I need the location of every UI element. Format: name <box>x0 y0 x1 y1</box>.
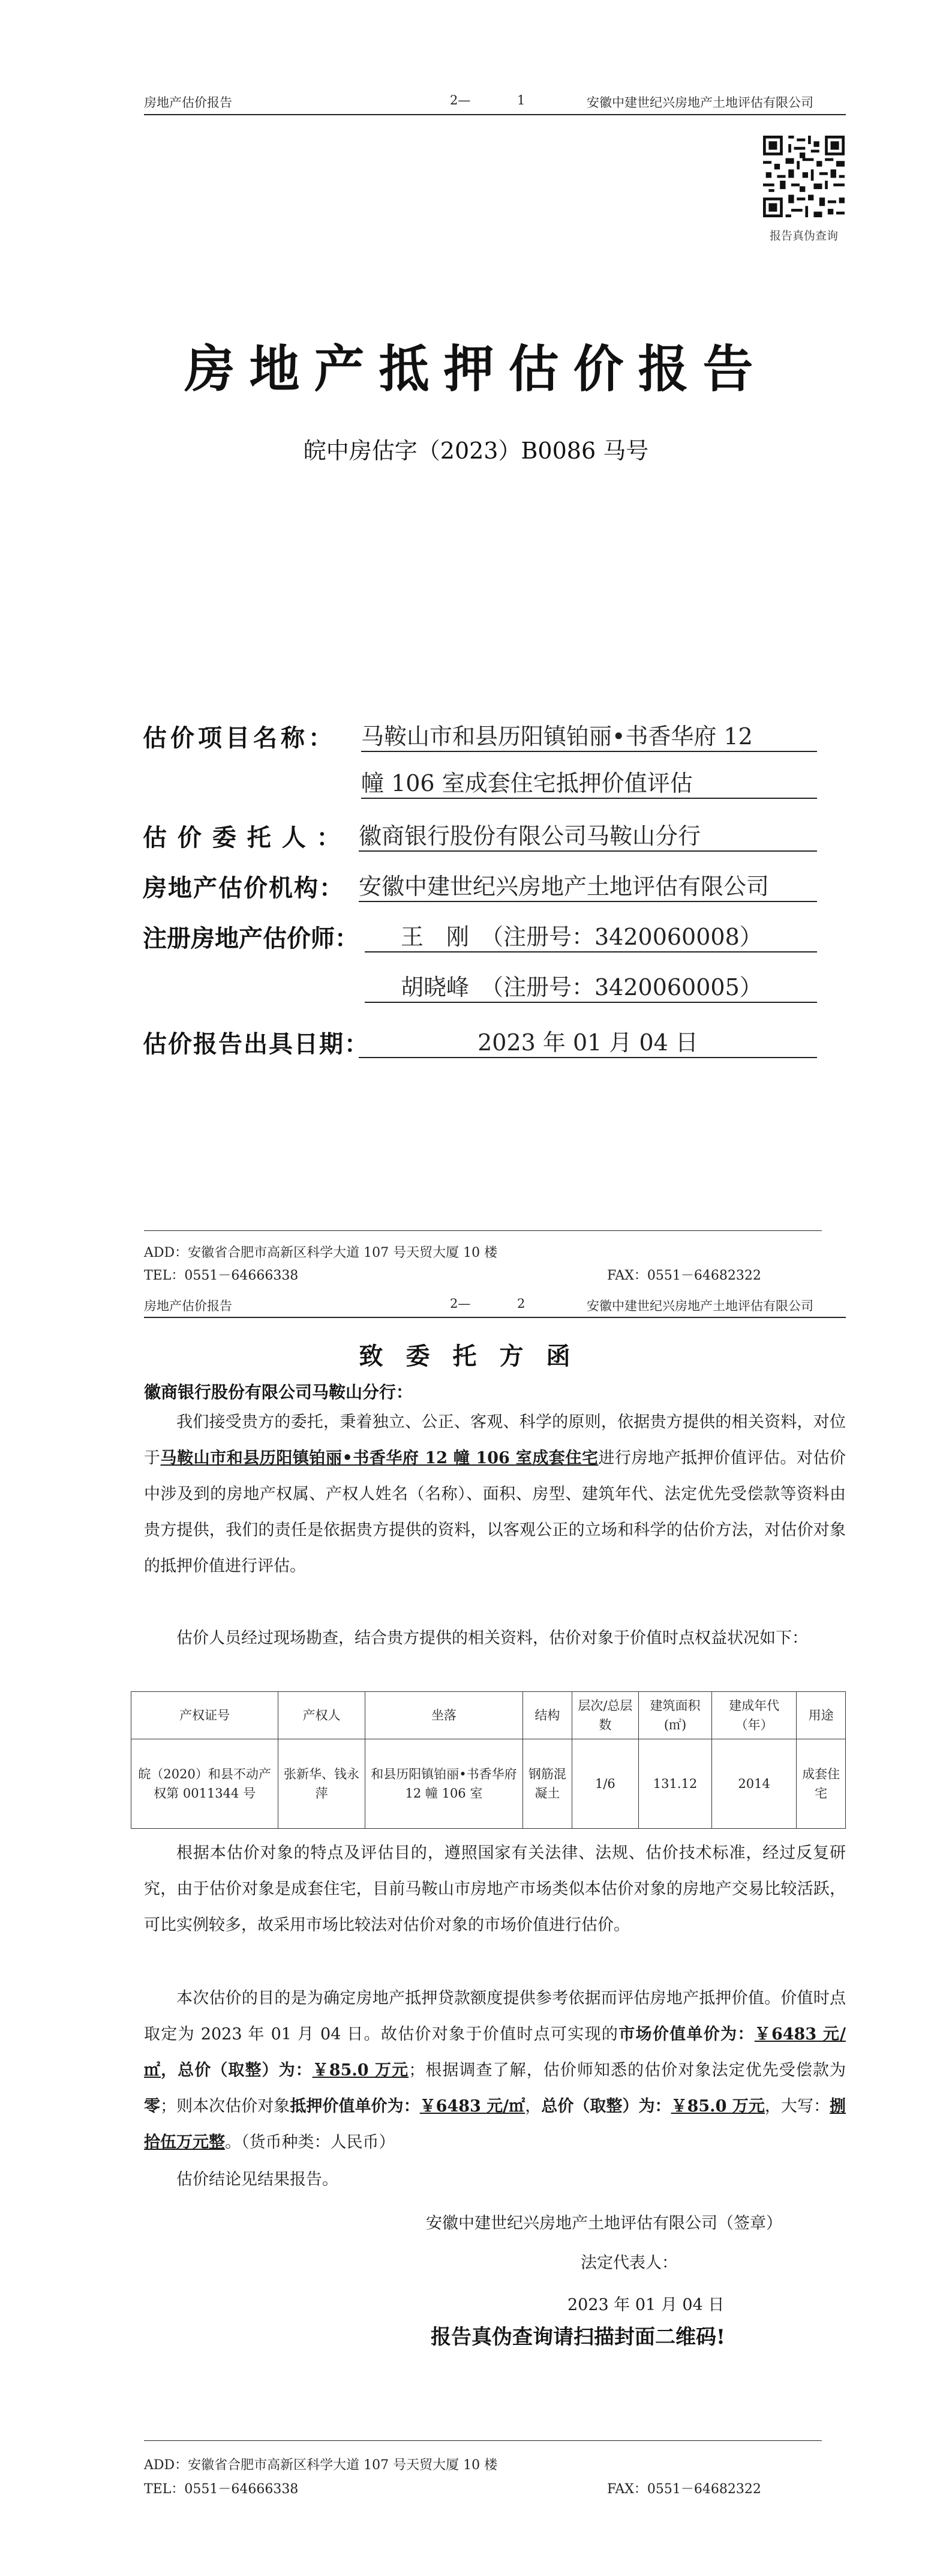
table-header-cell: 建筑面积(㎡) <box>639 1692 712 1739</box>
letter-para-2: 估价人员经过现场勘查，结合贵方提供的相关资料，估价对象于价值时点权益状况如下： <box>176 1629 808 1648</box>
page1-footer-address: ADD：安徽省合肥市高新区科学大道 107 号天贸大厦 10 楼 <box>144 1245 498 1260</box>
table-cell: 钢筋混凝土 <box>523 1739 572 1829</box>
table-header-cell: 建成年代（年） <box>712 1692 797 1739</box>
client-value: 徽商银行股份有限公司马鞍山分行 <box>359 817 817 852</box>
table-cell: 成套住宅 <box>797 1739 846 1829</box>
table-cell: 2014 <box>712 1739 797 1829</box>
page2-footer-rule <box>144 2440 822 2441</box>
page2-header-page-total: 2— <box>450 1296 471 1311</box>
page2-footer-tel: TEL：0551－64666338 <box>144 2482 299 2497</box>
property-address: 马鞍山市和县历阳镇铂丽•书香华府 12 幢 106 室成套住宅 <box>160 1449 599 1467</box>
qr-caption: 报告真伪查询 <box>769 229 838 242</box>
mortgage-total-words: 捌拾伍万元整 <box>144 2097 846 2152</box>
market-total-price: ￥85.0 万元 <box>312 2061 409 2080</box>
letter-title: 致委托方函 <box>359 1342 593 1370</box>
property-table <box>131 1691 846 1829</box>
table-header-row <box>131 1692 846 1739</box>
table-header-cell: 产权人 <box>278 1692 365 1739</box>
appraiser-label: 注册房地产估价师： <box>143 924 359 952</box>
table-cell: 和县历阳镇铂丽•书香华府 12 幢 106 室 <box>365 1739 522 1829</box>
letter-para-5: 估价结论见结果报告。 <box>176 2170 338 2189</box>
page1-header-left: 房地产估价报告 <box>144 95 232 110</box>
mortgage-unit-price: ￥6483 元/㎡ <box>419 2097 525 2116</box>
page1-header-rule <box>144 114 846 115</box>
table-header-cell: 用途 <box>797 1692 846 1739</box>
table-header-cell: 坐落 <box>365 1692 522 1739</box>
project-value-line2: 幢 106 室成套住宅抵押价值评估 <box>361 765 817 799</box>
page1-footer-fax: FAX：0551－64682322 <box>607 1268 761 1283</box>
sign-company: 安徽中建世纪兴房地产土地评估有限公司（签章） <box>426 2214 782 2233</box>
table-header-cell: 结构 <box>523 1692 572 1739</box>
table-cell: 131.12 <box>639 1739 712 1829</box>
report-title: 房地产抵押估价报告 <box>184 339 768 399</box>
agency-value: 安徽中建世纪兴房地产土地评估有限公司 <box>359 868 817 902</box>
market-unit-price: ￥6483 元/㎡ <box>144 2025 846 2080</box>
agency-label: 房地产估价机构： <box>143 874 344 902</box>
letter-para-3: 根据本估价对象的特点及评估目的，遵照国家有关法律、法规、估价技术标准，经过反复研究，由于估价对象是成套住宅，目前马鞍山市房地产市场类似本估价对象的房地产交易比较活跃，可比实例较多，故采用市场比较法对估价对象的市场价值进行估价。 <box>144 1844 846 1934</box>
page1-footer-tel: TEL：0551－64666338 <box>144 1268 299 1283</box>
appraiser-1: 王 刚 （注册号：3420060008） <box>365 918 817 952</box>
client-label: 估 价 委 托 人 ： <box>143 823 342 852</box>
sign-date: 2023 年 01 月 04 日 <box>567 2296 725 2314</box>
table-header-cell: 产权证号 <box>131 1692 278 1739</box>
page2-header-page-num: 2 <box>517 1296 525 1311</box>
page2-header-right: 安徽中建世纪兴房地产土地评估有限公司 <box>587 1299 813 1313</box>
project-value-line1: 马鞍山市和县历阳镇铂丽•书香华府 12 <box>361 718 817 752</box>
page2-header-rule <box>144 1317 846 1318</box>
page1-footer-rule <box>144 1230 822 1231</box>
table-cell: 皖（2020）和县不动产权第 0011344 号 <box>131 1739 278 1829</box>
letter-addressee: 徽商银行股份有限公司马鞍山分行： <box>144 1382 413 1402</box>
mortgage-total-price: ￥85.0 万元 <box>671 2097 765 2116</box>
date-value: 2023 年 01 月 04 日 <box>359 1024 817 1058</box>
table-cell: 张新华、钱永萍 <box>278 1739 365 1829</box>
letter-para-4: 本次估价的目的是为确定房地产抵押贷款额度提供参考依据而评估房地产抵押价值。价值时点取定为 2023 年 01 月 04 日。故估价对象于价值时点可实现的市场价值单价为：￥6483 元/㎡，总价（取整）为：￥85.0 万元；根据调查了解，估价师知悉的估价对象法定优先受偿款为零；则本次估价对象抵押价值单价为：￥6483 元/㎡，总价（取整）为：￥85.0 万元，大写：捌拾伍万元整。（货币种类：人民币） <box>144 1989 846 2152</box>
table-header-cell: 层次/总层数 <box>572 1692 638 1739</box>
report-doc-number: 皖中房估字（2023）B0086 马号 <box>303 438 649 464</box>
page1-header-page-num: 1 <box>517 93 525 107</box>
date-label: 估价报告出具日期： <box>143 1030 370 1058</box>
verify-note: 报告真伪查询请扫描封面二维码! <box>431 2325 725 2349</box>
page2-footer-fax: FAX：0551－64682322 <box>607 2482 761 2497</box>
project-label: 估价项目名称： <box>143 724 336 752</box>
page2-header-left: 房地产估价报告 <box>144 1299 232 1313</box>
letter-para-1: 我们接受贵方的委托，秉着独立、公正、客观、科学的原则，依据贵方提供的相关资料，对位于马鞍山市和县历阳镇铂丽•书香华府 12 幢 106 室成套住宅进行房地产抵押价值评估。对估价中涉及到的房地产权属、产权人姓名（名称）、面积、房型、建筑年代、法定优先受偿款等资料由贵方提供，我们的责任是依据贵方提供的资料，以客观公正的立场和科学的估价方法，对估价对象的抵押价值进行评估。 <box>144 1413 846 1575</box>
appraiser-2: 胡晓峰 （注册号：3420060005） <box>365 969 817 1003</box>
table-cell: 1/6 <box>572 1739 638 1829</box>
page1-header-page-total: 2— <box>450 93 471 107</box>
page2-footer-address: ADD：安徽省合肥市高新区科学大道 107 号天贸大厦 10 楼 <box>144 2458 498 2473</box>
page1-header-right: 安徽中建世纪兴房地产土地评估有限公司 <box>587 95 813 110</box>
table-row <box>131 1739 846 1829</box>
qr-code-icon <box>763 136 845 217</box>
sign-representative: 法定代表人： <box>581 2254 678 2272</box>
